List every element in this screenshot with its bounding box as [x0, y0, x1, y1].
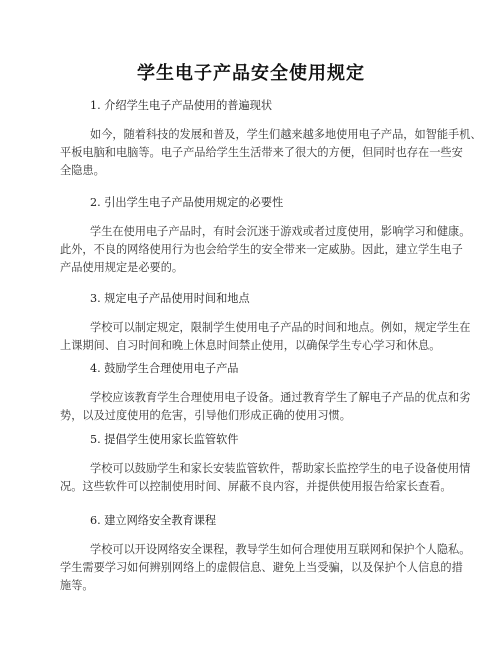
paragraph-line: 学校可以鼓励学生和家长安装监管软件，帮助家长监控学生的电子设备使用情: [90, 462, 471, 475]
section-paragraph: [60, 223, 471, 277]
section-paragraph: [60, 460, 471, 496]
paragraph-line: 此外，不良的网络使用行为也会给学生的安全带来一定威胁。因此，建立学生电子: [60, 243, 463, 256]
section-2: [60, 195, 471, 277]
paragraph-line: 学生在使用电子产品时，有时会沉迷于游戏或者过度使用，影响学习和健康。: [90, 225, 471, 238]
paragraph-line: 上课期间、自习时间和晚上休息时间禁止使用，以确保学生专心学习和休息。: [60, 339, 441, 352]
section-paragraph: [60, 389, 471, 425]
section-heading: 4. 鼓励学生合理使用电子产品: [90, 362, 239, 375]
section-6: [60, 513, 471, 595]
paragraph-line: 施等。: [60, 579, 94, 592]
section-heading: 1. 介绍学生电子产品使用的普遍现状: [90, 99, 273, 112]
section-heading: 6. 建立网络安全教育课程: [90, 514, 217, 527]
section-heading: 3. 规定电子产品使用时间和地点: [90, 292, 250, 305]
section-3: [60, 291, 471, 355]
paragraph-line: 学校可以制定规定，限制学生使用电子产品的时间和地点。例如，规定学生在: [90, 321, 471, 334]
paragraph-line: 学校应该教育学生合理使用电子设备。通过教育学生了解电子产品的优点和劣: [90, 391, 471, 404]
section-paragraph: [60, 319, 471, 355]
section-heading: 2. 引出学生电子产品使用规定的必要性: [90, 196, 284, 209]
section-5: [60, 432, 471, 496]
section-heading: 5. 提倡学生使用家长监管软件: [90, 433, 239, 446]
section-paragraph: [60, 541, 471, 595]
section-4: [60, 361, 471, 425]
paragraph-line: 学校可以开设网络安全课程，教导学生如何合理使用互联网和保护个人隐私。: [90, 543, 471, 556]
paragraph-line: 产品使用规定是必要的。: [60, 261, 184, 274]
paragraph-line: 如今，随着科技的发展和普及，学生们越来越多地使用电子产品，如智能手机、: [90, 128, 482, 141]
paragraph-line: 平板电脑和电脑等。电子产品给学生生活带来了很大的方便，但同时也存在一些安: [60, 146, 463, 159]
section-paragraph: [60, 126, 482, 180]
paragraph-line: 全隐患。: [60, 164, 105, 177]
paragraph-line: 势，以及过度使用的危害，引导他们形成正确的使用习惯。: [60, 409, 351, 422]
document-title: 学生电子产品安全使用规定: [137, 63, 365, 84]
paragraph-line: 况。这些软件可以控制使用时间、屏蔽不良内容，并提供使用报告给家长查看。: [60, 480, 452, 493]
section-1: [60, 98, 482, 180]
paragraph-line: 学生需要学习如何辨别网络上的虚假信息、避免上当受骗，以及保护个人信息的措: [60, 561, 463, 574]
